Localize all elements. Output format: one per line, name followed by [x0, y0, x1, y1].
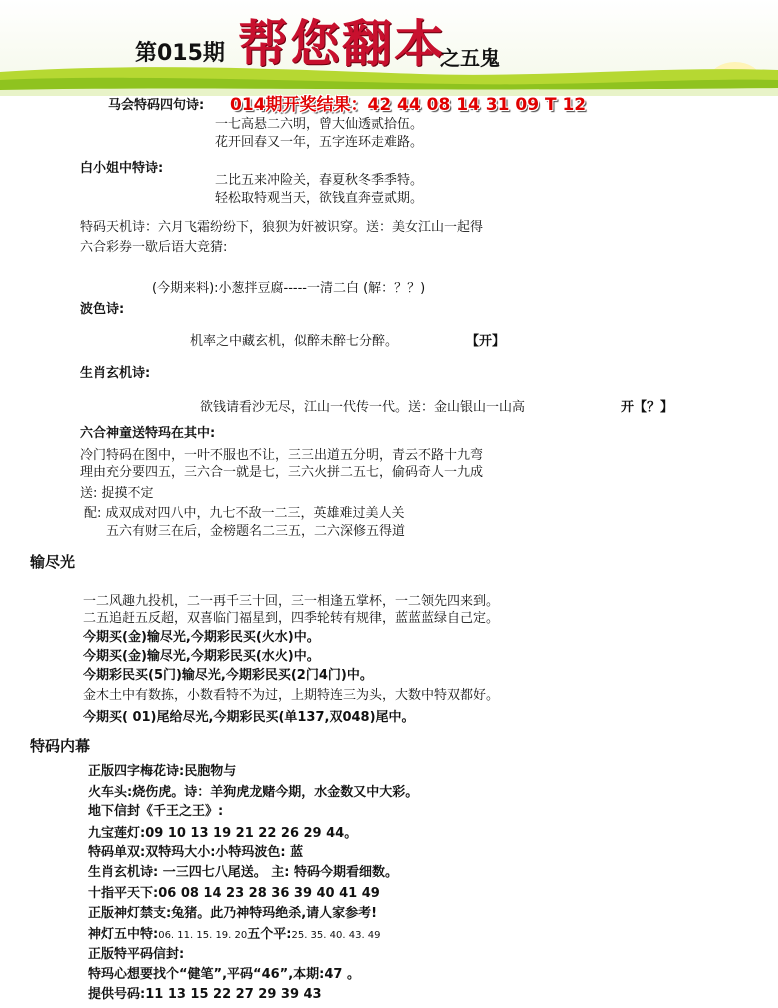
neimu-line-4: 九宝莲灯:09 10 13 19 21 22 26 29 44。 — [88, 826, 358, 841]
shujin-title: 输尽光 — [30, 553, 76, 571]
issue-number: 第015期 — [135, 41, 225, 66]
liuhe-line-3: 送: 捉摸不定 — [80, 486, 154, 501]
liuhe-label: 六合神童送特玛在其中: — [80, 426, 216, 441]
miss-line-1: 二比五来冲险关，春夏秋冬季季特。 — [215, 173, 424, 188]
mahui-line-2: 花开回春又一年，五字连环走难路。 — [215, 135, 424, 150]
neimu-line-7: 十指平天下:06 08 14 23 28 36 39 40 41 49 — [88, 886, 380, 901]
shujin-line-4: 今期买(金)输尽光,今期彩民买(水火)中。 — [83, 649, 320, 664]
pingma-label: 五个平: — [247, 927, 292, 942]
bose-tag: 【开】 — [466, 334, 506, 349]
neimu-line-1: 正版四字梅花诗:民胞物与 — [88, 764, 237, 779]
page-title: 帮您翻本 — [238, 14, 446, 73]
page-subtitle: 之五鬼 — [440, 46, 500, 70]
shengxiao-tag: 开【？】 — [621, 400, 674, 415]
shujin-line-2: 二五追赶五反超，双喜临门福星到，四季轮转有规律，蓝蓝蓝绿自己定。 — [83, 611, 500, 626]
neimu-line-3: 地下信封《千王之王》: — [88, 804, 224, 819]
neimu-line-2: 火车头:烧伤虎。诗：羊狗虎龙赌今期，水金数又中大彩。 — [88, 785, 419, 800]
shujin-line-1: 一二风趣九投机，二一再千三十回，三一相逢五掌杯，一二领先四来到。 — [83, 594, 500, 609]
liuhe-line-5: 五六有财三在后，金榜题名二三五，二六深修五得道 — [106, 524, 406, 539]
shujin-line-5: 今期彩民买(5门)输尽光,今期彩民买(2门4门)中。 — [83, 668, 373, 683]
miss-label: 白小姐中特诗: — [80, 161, 164, 176]
neimu-line-11: 特玛心想要找个“健笔”,平码“46”,本期:47 。 — [88, 967, 360, 982]
shengxiao-line: 欲钱请看沙无尽，江山一代传一代。送：金山银山一山高 — [200, 400, 526, 415]
tianji-line-3: (今期来料):小葱拌豆腐-----一清二白 (解：？？) — [152, 281, 426, 296]
miss-line-2: 轻松取特观当天，欲钱直奔壹贰期。 — [215, 191, 424, 206]
temaneimu-title: 特码内幕 — [30, 737, 91, 755]
liuhe-line-2: 理由充分要四五，三六合一就是七，三六火拼二五七，偷码奇人一九成 — [80, 465, 484, 480]
draw-result: 014期开奖结果：42 44 08 14 31 09 T 12 — [230, 95, 587, 115]
shujin-line-6: 金木土中有数拣，小数看特不为过，上期特连三为头，大数中特双都好。 — [83, 688, 500, 703]
pingma-numbers: 25. 35. 40. 43. 49 — [291, 930, 381, 941]
neimu-line-5: 特码单双:双特玛大小:小特玛波色: 蓝 — [88, 845, 304, 860]
neimu-line-10: 正版特平码信封: — [88, 947, 185, 962]
tianji-line-2: 六合彩券一歇后语大竞猜: — [80, 240, 228, 255]
mahui-label: 马会特码四句诗: — [108, 98, 205, 113]
shujin-line-7: 今期买( 01)尾给尽光,今期彩民买(单137,双048)尾中。 — [83, 710, 415, 725]
bose-line: 机率之中藏玄机，似醉未醉七分醉。 — [190, 334, 399, 349]
shujin-line-3: 今期买(金)输尽光,今期彩民买(火水)中。 — [83, 630, 320, 645]
neimu-line-8: 正版神灯禁支:兔猪。此乃神特玛绝杀,请人家参考! — [88, 906, 378, 921]
tianji-line-1: 特码天机诗：六月飞霜纷纷下，狼狈为奸被识穿。送：美女江山一起得 — [80, 220, 484, 235]
neimu-line-9 — [88, 923, 381, 942]
shengxiao-label: 生肖玄机诗: — [80, 366, 151, 381]
neimu-line-6: 生肖玄机诗: 一三四七八尾送。 主: 特码今期看细数。 — [88, 865, 398, 880]
liuhe-line-1: 冷门特码在图中，一叶不服也不让，三三出道五分明，青云不路十九弯 — [80, 448, 484, 463]
mahui-line-1: 一七高悬二六明，曾大仙透贰拾伍。 — [215, 117, 424, 132]
liuhe-line-4: 配: 成双成对四八中，九七不敌一二三，英雄难过美人关 — [84, 506, 405, 521]
shendeng-numbers: 06. 11. 15. 19. 20 — [158, 930, 248, 941]
shendeng-label: 神灯五中特: — [88, 927, 159, 942]
bose-label: 波色诗: — [80, 302, 125, 317]
neimu-line-12: 提供号码:11 13 15 22 27 29 39 43 — [88, 987, 322, 1002]
